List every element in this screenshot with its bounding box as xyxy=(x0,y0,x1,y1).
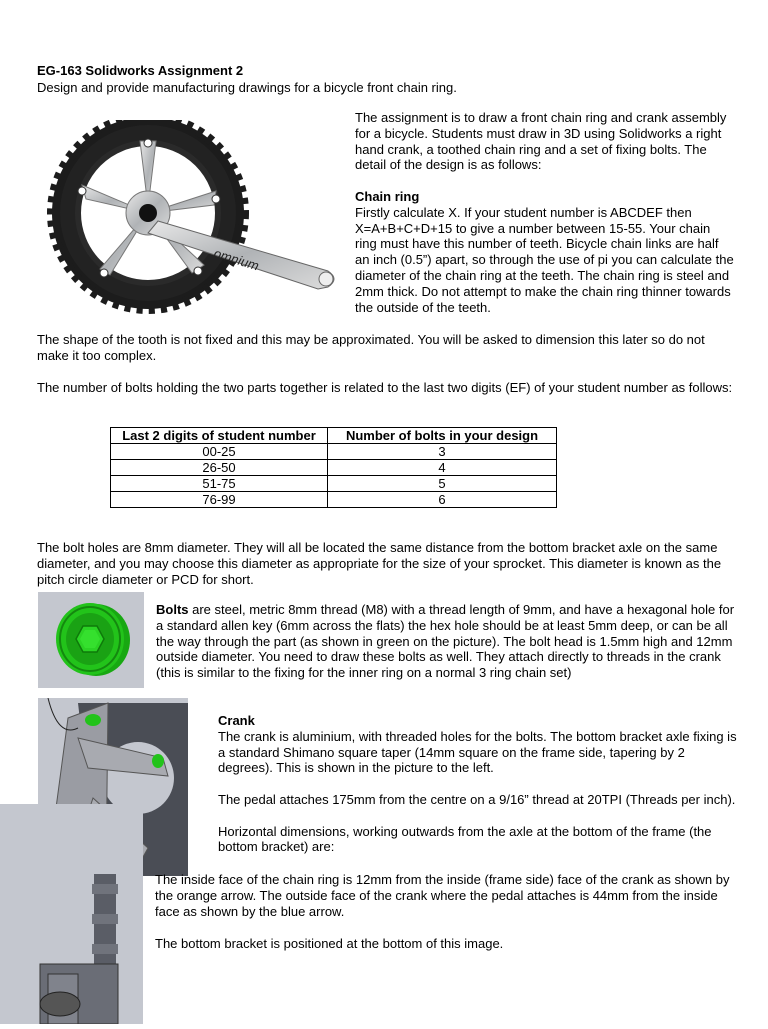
table-row xyxy=(111,460,557,476)
table-cell: 76-99 xyxy=(111,492,328,508)
table-cell: 5 xyxy=(328,476,557,492)
table-header-cell: Number of bolts in your design xyxy=(328,428,557,444)
crank-paragraph-5: The bottom bracket is positioned at the bottom of this image. xyxy=(155,936,504,951)
bolts-intro: The number of bolts holding the two parts together is related to the last two digits (EF) of your student number as follows: xyxy=(37,380,733,395)
crank-paragraph-3: Horizontal dimensions, working outwards from the axle at the bottom of the frame (the bottom bracket) are: xyxy=(218,823,712,855)
chain-ring-heading: Chain ring xyxy=(355,189,420,204)
bottom-bracket-image xyxy=(0,804,143,1024)
table-cell: 6 xyxy=(328,492,557,508)
table-row xyxy=(111,444,557,460)
table-header-cell: Last 2 digits of student number xyxy=(111,428,328,444)
document-subtitle: Design and provide manufacturing drawings for a bicycle front chain ring. xyxy=(37,80,457,95)
table-row xyxy=(111,476,557,492)
table-cell: 00-25 xyxy=(111,444,328,460)
tooth-note: The shape of the tooth is not fixed and this may be approximated. You will be asked to dimension this later so do not make it too complex. xyxy=(37,332,705,363)
bolts-heading: Bolts xyxy=(156,602,189,617)
bolt-holes-paragraph: The bolt holes are 8mm diameter. They will all be located the same distance from the bottom bracket axle on the same diameter, and you may choose this diameter as appropriate for the size of your sprocket. This diameter is known as the pitch circle diameter or PCD for short. xyxy=(37,540,722,587)
bolt-count-table xyxy=(110,427,557,508)
table-row xyxy=(111,492,557,508)
table-cell: 4 xyxy=(328,460,557,476)
chain-ring-section xyxy=(355,189,735,315)
crank-paragraph-1: The crank is aluminium, with threaded holes for the bolts. The bottom bracket axle fixing is a standard Shimano square taper (14mm square on the frame side, tapering by 2 degrees). This is shown in the picture to the left. xyxy=(218,728,737,776)
crank-paragraph-2: The pedal attaches 175mm from the centre on a 9/16” thread at 20TPI (Threads per inch). xyxy=(218,791,736,807)
crank-paragraph-4: The inside face of the chain ring is 12mm from the inside (frame side) face of the crank as shown by the orange arrow. The outside face of the crank where the pedal attaches is 44mm from the inside face as shown by the blue arrow. xyxy=(155,872,730,919)
table-cell: 3 xyxy=(328,444,557,460)
bolts-body: are steel, metric 8mm thread (M8) with a thread length of 9mm, and have a hexagonal hole for a standard allen key (6mm across the flats) the hex hole should be at least 5mm deep, or can be all the way through the part (as shown in green on the picture). The bolt head is 1.5mm high and 12mm outside diameter. You need to draw these bolts as well. They attach directly to threads in the crank (this is similar to the fixing for the inner ring on a normal 3 ring chain set) xyxy=(156,602,735,681)
table-header-row xyxy=(111,428,557,444)
crank-heading: Crank xyxy=(218,713,255,728)
bolts-paragraph xyxy=(156,602,736,681)
document-title: EG-163 Solidworks Assignment 2 xyxy=(37,63,244,78)
crank-logo-text: omnium xyxy=(212,245,261,274)
chain-ring-body: Firstly calculate X. If your student number is ABCDEF then X=A+B+C+D+15 to give a number between 15-55. Your chain ring must have this number of teeth. Bicycle chain links are half an inch (0.5”) apart, so through the use of pi you can calculate the diameter of the chain ring at the teeth. The chain ring is steel and 2mm thick. Do not attempt to make the chain ring thinner towards the outside of the teeth. xyxy=(355,204,734,315)
chainring-photo xyxy=(38,120,338,315)
bolt-image xyxy=(38,592,144,688)
table-cell: 51-75 xyxy=(111,476,328,492)
intro-paragraph: The assignment is to draw a front chain ring and crank assembly for a bicycle. Students must draw in 3D using Solidworks a right hand crank, a toothed chain ring and a set of fixing bolts. The detail of the design is as follows: xyxy=(355,110,727,173)
crank-section xyxy=(218,713,738,855)
table-cell: 26-50 xyxy=(111,460,328,476)
